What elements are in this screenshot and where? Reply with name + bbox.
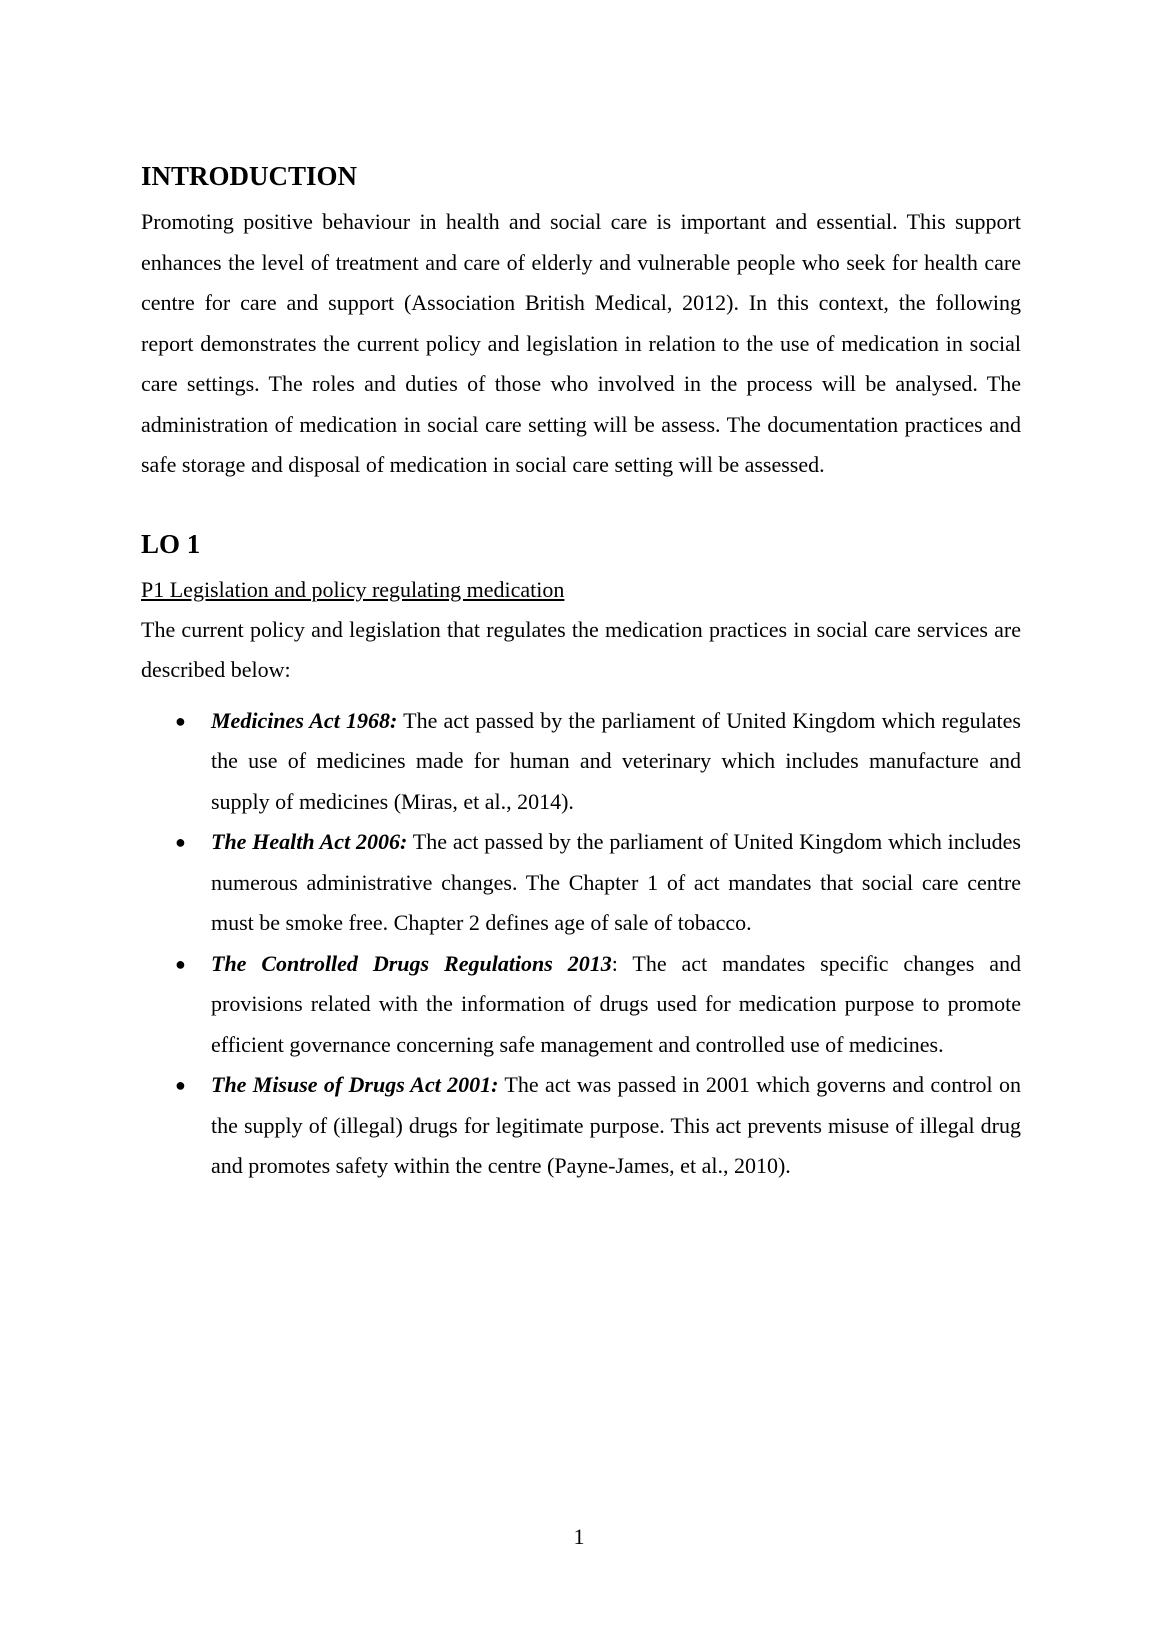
act-name: Medicines Act 1968: xyxy=(211,707,398,733)
list-item xyxy=(141,944,1021,1066)
act-description: The act passed by the parliament of United Kingdom which includes numerous administrative changes. The Chapter 1 of act mandates that social care centre must be smoke free. Chapter 2 defines age of sale of tobacco. xyxy=(211,829,1021,935)
bullet-icon: ● xyxy=(175,710,186,731)
act-name: The Health Act 2006: xyxy=(211,829,408,854)
act-name: The Misuse of Drugs Act 2001: xyxy=(211,1072,499,1097)
bullet-icon: ● xyxy=(175,953,186,974)
list-item xyxy=(141,701,1021,823)
act-name: The Controlled Drugs Regulations 2013 xyxy=(211,950,612,976)
act-description: The act was passed in 2001 which governs and control on the supply of (illegal) drugs for legitimate purpose. This act prevents misuse of illegal drug and promotes safety within the centre (Payne-James, et al., 2010). xyxy=(211,1072,1021,1178)
page-content xyxy=(141,160,1021,1187)
page-number: 1 xyxy=(573,1524,585,1549)
lo1-intro-paragraph: The current policy and legislation that regulates the medication practices in social care services are described below: xyxy=(141,616,1021,682)
p1-subheading: P1 Legislation and policy regulating medication xyxy=(141,576,565,602)
act-description: : The act mandates specific changes and provisions related with the information of drugs used for medication purpose to promote efficient governance concerning safe management and controlled use of medicines. xyxy=(211,950,1021,1057)
bullet-icon: ● xyxy=(175,832,186,852)
legislation-list xyxy=(141,701,1021,1187)
bullet-icon: ● xyxy=(175,1075,186,1095)
introduction-heading: INTRODUCTION xyxy=(141,161,358,191)
list-item xyxy=(141,822,1021,944)
lo1-heading: LO 1 xyxy=(141,528,201,559)
list-item xyxy=(141,1065,1021,1187)
introduction-paragraph: Promoting positive behaviour in health and social care is important and essential. This support enhances the level of treatment and care of elderly and vulnerable people who seek for health care centre for care and support (Association British Medical, 2012). In this context, the following report demonstrates the current policy and legislation in relation to the use of medication in social care settings. The roles and duties of those who involved in the process will be analysed. The administration of medication in social care setting will be assess. The documentation practices and safe storage and disposal of medication in social care setting will be assessed. xyxy=(141,209,1021,477)
act-description: The act passed by the parliament of United Kingdom which regulates the use of medicines made for human and veterinary which includes manufacture and supply of medicines (Miras, et al., 2014). xyxy=(211,707,1021,814)
